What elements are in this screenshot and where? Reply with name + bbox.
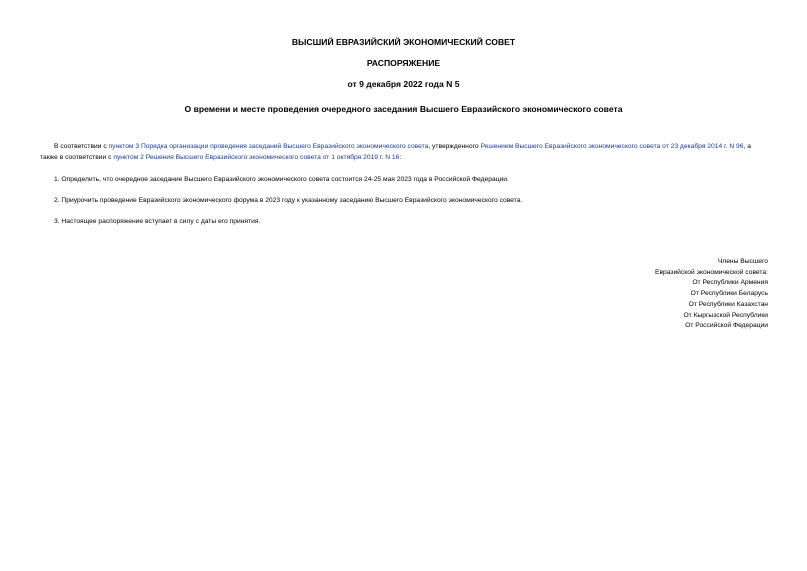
issuing-authority: ВЫСШИЙ ЕВРАЗИЙСКИЙ ЭКОНОМИЧЕСКИЙ СОВЕТ [291,37,516,47]
document-type: РАСПОРЯЖЕНИЕ [366,58,441,68]
link-decision-2019-16-clause-2[interactable]: пунктом 2 Решения Высшего Евразийского экономического совета от 1 октября 2019 г. N 16 [113,153,400,161]
signatory-kazakhstan: От Республики Казахстан [688,300,768,308]
signatories-heading-line-2: Евразийской экономической совета: [655,268,768,276]
item-3 [40,217,768,228]
signatory-russia: От Российской Федерации [685,322,768,330]
item-3-text: 3. Настоящее распоряжение вступает в силу с даты его принятия. [54,218,261,225]
link-procedure-clause-3[interactable]: пунктом 3 Порядка организации проведения заседаний Высшего Евразийского экономического совета [108,143,429,150]
item-1-text: 1. Определить, что очередное заседание Высшего Евразийского экономического совета состоится 24-25 мая 2023 года в Российской Федерации. [54,176,509,183]
item-2 [40,196,768,207]
signature-block [655,257,768,332]
item-1 [40,175,768,186]
basis-paragraph [40,142,768,163]
link-decision-2014-96[interactable]: Решением Высшего Евразийского экономического совета от 23 декабря 2014 г. N 96 [480,143,744,150]
signatories-heading-line-1: Члены Высшего [717,258,768,265]
document-date-number: от 9 декабря 2022 года N 5 [347,79,460,89]
basis-text-3: , а также в соответствии с [40,143,751,161]
basis-text-1: В соответствии с [54,143,109,150]
basis-text-4: : [399,153,402,161]
document-subject: О времени и месте проведения очередного заседания Высшего Евразийского экономического совета [184,104,623,114]
item-2-text: 2. Приурочить проведение Евразийского экономического форума в 2023 году к указанному заседанию Высшего Евразийского экономического совета. [54,197,523,204]
basis-text-2: , утвержденного [428,143,481,150]
signatory-kyrgyzstan: От Кыргызской Республики [683,311,768,319]
signatory-belarus: От Республики Беларусь [690,290,768,298]
signatory-armenia: От Республики Армения [692,279,768,287]
